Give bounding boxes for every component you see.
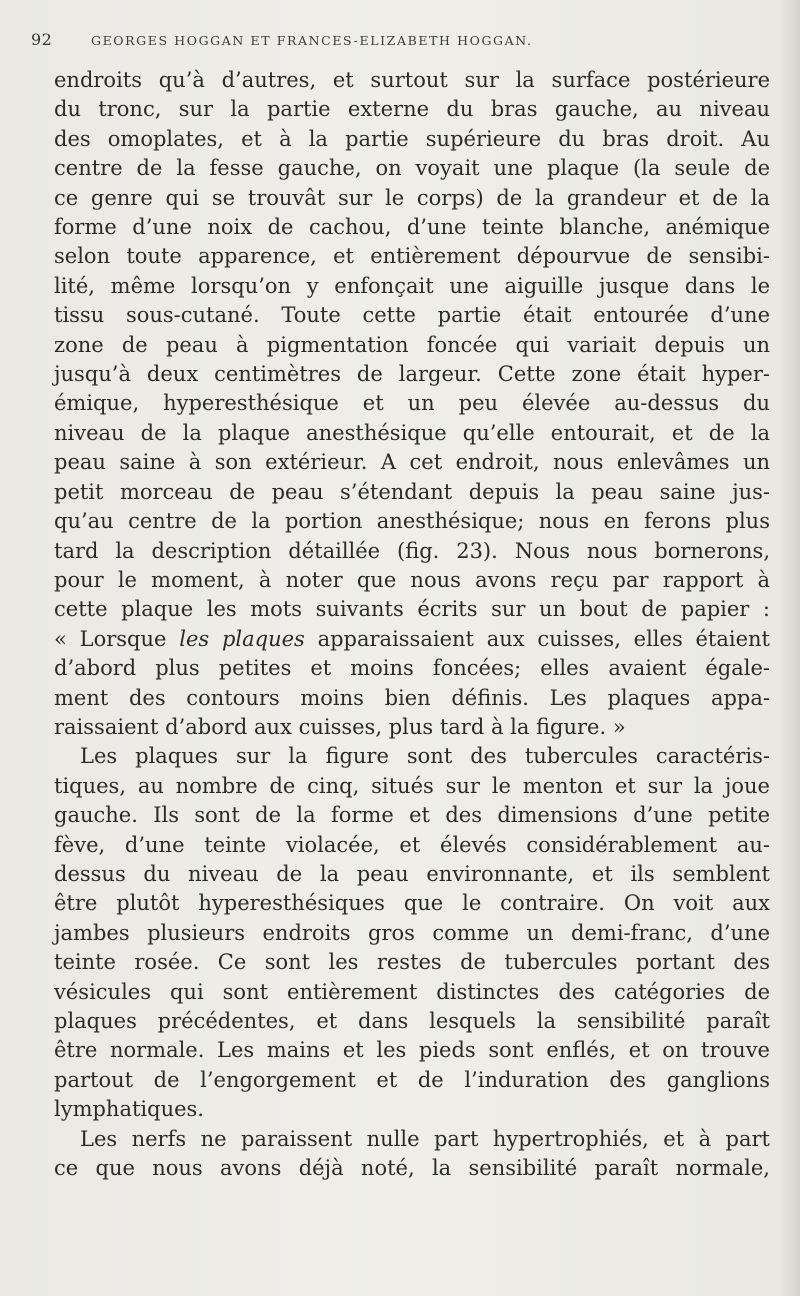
- text-line: petit morceau de peau s’étendant depuis la peau saine jus-: [54, 479, 770, 504]
- text-line: dessus du niveau de la peau environnante, et ils semblent: [54, 861, 770, 886]
- text-line: ce genre qui se trouvât sur le corps) de la grandeur et de la: [54, 185, 770, 210]
- text-line: endroits qu’à d’autres, et surtout sur la surface postérieure: [54, 68, 770, 92]
- text-line: qu’au centre de la portion anesthésique; nous en ferons plus: [54, 509, 770, 534]
- text-line: émique, hyperesthésique et un peu élevée au-dessus du: [54, 391, 770, 416]
- text-line: gauche. Ils sont de la forme et des dimensions d’une petite: [54, 803, 770, 828]
- quote-opening: « Lorsque: [54, 626, 180, 651]
- text-line: partout de l’engorgement et de l’induration des ganglions: [54, 1067, 770, 1092]
- text-line: vésicules qui sont entièrement distinctes des catégories de: [54, 979, 770, 1004]
- text-line: fève, d’une teinte violacée, et élevés considérablement au-: [54, 832, 770, 857]
- body-text: [54, 66, 770, 1183]
- text-line: ment des contours moins bien définis. Les plaques appa-: [54, 685, 770, 710]
- page-edge-shadow: [778, 0, 800, 1296]
- text-line: tiques, au nombre de cinq, situés sur le menton et sur la joue: [54, 773, 770, 798]
- text-line: tard la description détaillée (fig. 23). Nous nous bornerons,: [54, 538, 770, 563]
- text-line: niveau de la plaque anesthésique qu’elle entourait, et de la: [54, 420, 770, 445]
- text-line: jusqu’à deux centimètres de largeur. Cette zone était hyper-: [54, 362, 770, 387]
- text-line: lité, même lorsqu’on y enfonçait une aiguille jusque dans le: [54, 273, 770, 298]
- running-head: GEORGES HOGGAN ET FRANCES-ELIZABETH HOGGAN.: [91, 33, 533, 48]
- page-number: 92: [31, 30, 53, 49]
- text-line: teinte rosée. Ce sont les restes de tubercules portant des: [54, 950, 770, 975]
- text-line: pour le moment, à noter que nous avons reçu par rapport à: [54, 567, 770, 592]
- text-line: cette plaque les mots suivants écrits sur un bout de papier :: [54, 597, 770, 622]
- text-line: raissaient d’abord aux cuisses, plus tard à la figure. »: [54, 714, 626, 739]
- text-line: tissu sous-cutané. Toute cette partie était entourée d’une: [54, 303, 770, 328]
- text-line: ce que nous avons déjà noté, la sensibilité paraît normale,: [54, 1156, 770, 1181]
- text-line: être normale. Les mains et les pieds sont enflés, et on trouve: [54, 1038, 770, 1063]
- text-line: selon toute apparence, et entièrement dépourvue de sensibi-: [54, 244, 770, 269]
- text-line: d’abord plus petites et moins foncées; elles avaient égale-: [54, 656, 770, 681]
- paragraph-start: Les nerfs ne paraissent nulle part hypertrophiés, et à part: [80, 1126, 770, 1151]
- text-line: plaques précédentes, et dans lesquels la sensibilité paraît: [54, 1009, 770, 1033]
- text-line: être plutôt hyperesthésiques que le contraire. On voit aux: [54, 891, 770, 916]
- quote-line: [54, 625, 770, 654]
- text-line: des omoplates, et à la partie supérieure du bras droit. Au: [54, 126, 770, 151]
- text-line: centre de la fesse gauche, on voyait une plaque (la seule de: [54, 156, 770, 181]
- text-line: jambes plusieurs endroits gros comme un demi-franc, d’une: [54, 920, 770, 945]
- italic-term: les plaques: [179, 626, 305, 651]
- text-line: lymphatiques.: [54, 1097, 204, 1122]
- text-line: zone de peau à pigmentation foncée qui variait depuis un: [54, 332, 770, 357]
- paragraph-start: Les plaques sur la figure sont des tubercules caractéris-: [80, 744, 770, 769]
- text-line: du tronc, sur la partie externe du bras gauche, au niveau: [54, 97, 770, 122]
- quote-line-rest: apparaissaient aux cuisses, elles étaient: [304, 626, 770, 651]
- page-header: [31, 30, 771, 58]
- text-line: forme d’une noix de cachou, d’une teinte blanche, anémique: [54, 215, 770, 240]
- text-line: peau saine à son extérieur. A cet endroit, nous enlevâmes un: [54, 450, 770, 475]
